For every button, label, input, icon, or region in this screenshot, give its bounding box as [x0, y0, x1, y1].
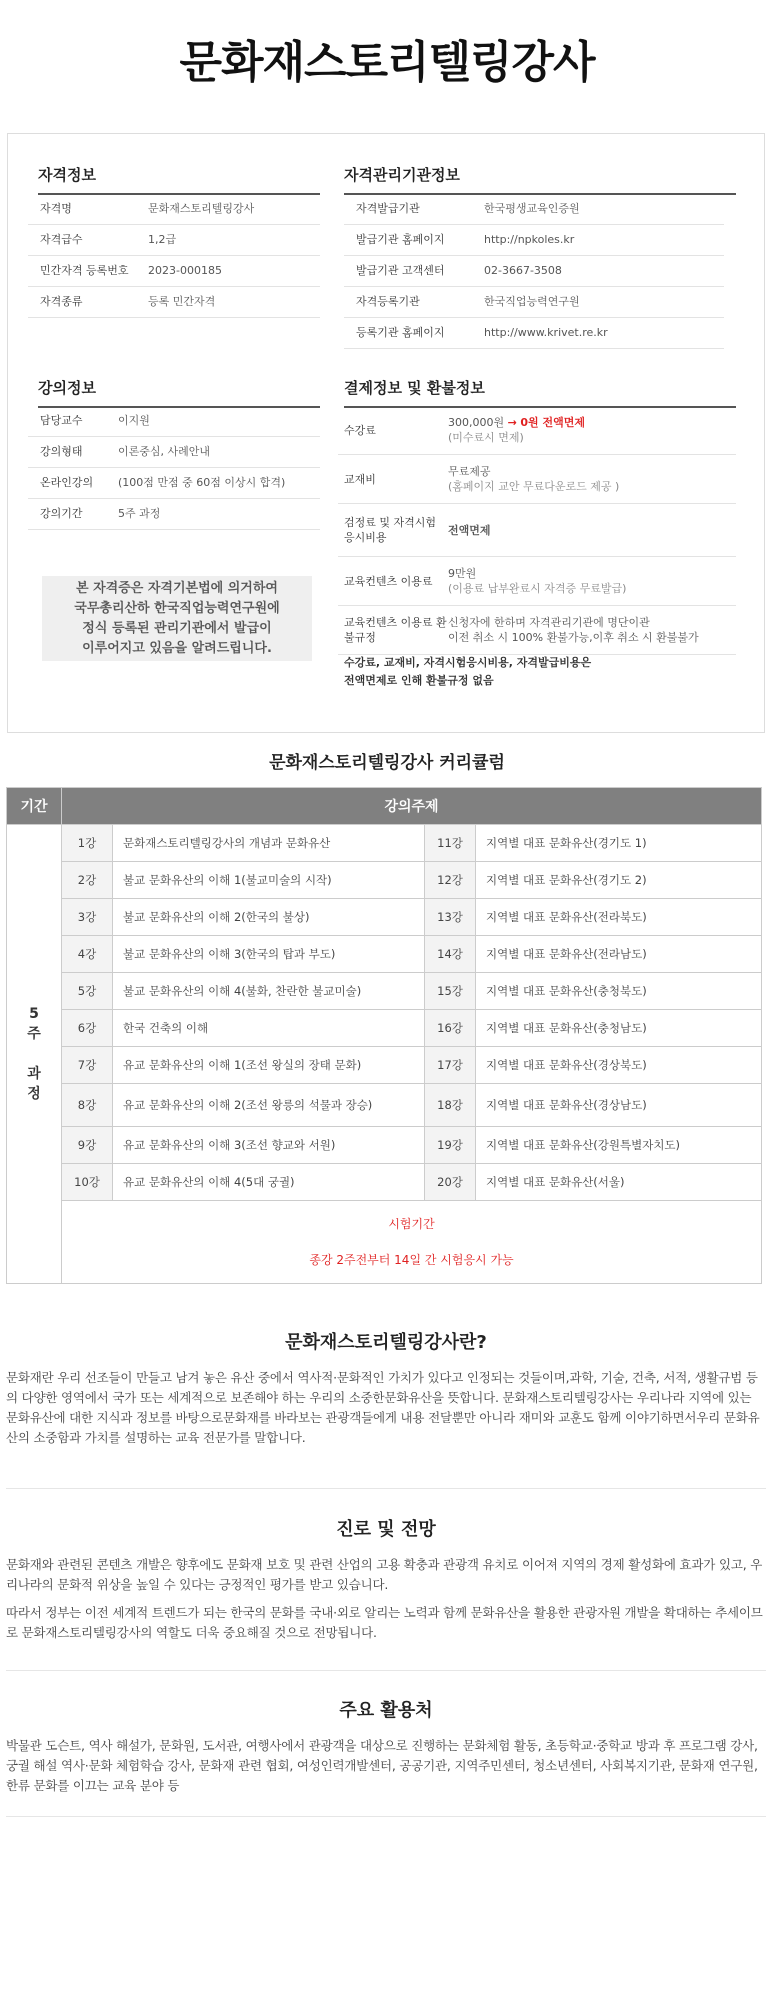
lecture-number: 3강 [62, 899, 113, 936]
lecture-info-row [28, 437, 320, 468]
exam-fee-label: 검정료 및 자격시험 응시비용 [344, 516, 437, 544]
lecture-number: 5강 [62, 973, 113, 1010]
career-body-1: 문화재와 관련된 콘텐츠 개발은 향후에도 문화재 보호 및 관련 산업의 고용 확충과 관광객 유치로 이어져 지역의 경제 활성화에 효과가 있고, 우리나라의 문화적 위상을 높일 수 있다는 긍정적인 평가를 받고 있습니다. [6, 1557, 763, 1592]
lecture-number: 10강 [62, 1164, 113, 1201]
content-fee-note: (이용료 납부완료시 자격증 무료발급) [448, 582, 627, 595]
table-row [7, 1084, 762, 1127]
career-title: 진로 및 전망 [336, 1519, 436, 1540]
lecture-topic: 지역별 대표 문화유산(경기도 2) [476, 862, 762, 899]
fee-note: (미수료시 면제) [448, 431, 524, 444]
exam-fee-value: 전액면제 [448, 523, 491, 537]
career-section [6, 1515, 766, 1651]
exam-fee-row [338, 504, 736, 557]
lecture-number: 8강 [62, 1084, 113, 1127]
table-row [7, 899, 762, 936]
homepage-link[interactable]: http://www.krivet.re.kr [484, 326, 608, 339]
refund-note-line-1: 수강료, 교재비, 자격시험응시비용, 자격발급비용은 [344, 656, 592, 669]
exam-row [7, 1201, 762, 1284]
row-key: 자격등록기관 [356, 295, 420, 308]
cert-info-row [28, 194, 320, 225]
material-row [338, 455, 736, 504]
content-fee-row [338, 557, 736, 606]
fee-label: 수강료 [344, 423, 376, 437]
lecture-topic: 지역별 대표 문화유산(경상북도) [476, 1047, 762, 1084]
row-value: 등록 민간자격 [148, 295, 216, 308]
curriculum-title: 문화재스토리텔링강사 커리큘럼 [269, 753, 505, 773]
row-value: 이론중심, 사례안내 [118, 445, 211, 458]
cert-info-title: 자격정보 [38, 164, 320, 195]
lecture-topic: 불교 문화유산의 이해 2(한국의 불상) [113, 899, 425, 936]
cert-info-table [28, 194, 320, 318]
row-key: 자격급수 [40, 233, 83, 246]
period-char: 주 [27, 1026, 41, 1042]
row-value: 2023-000185 [148, 264, 222, 277]
material-note: (홈페이지 교안 무료다운로드 제공 ) [448, 480, 620, 493]
material-text: 무료제공 [448, 465, 491, 478]
lecture-number: 12강 [425, 862, 476, 899]
usage-title: 주요 활용처 [339, 1700, 433, 1721]
table-row [7, 1164, 762, 1201]
divider [6, 1816, 766, 1817]
lecture-number: 18강 [425, 1084, 476, 1127]
lecture-topic: 유교 문화유산의 이해 2(조선 왕릉의 석물과 장승) [113, 1084, 425, 1127]
lecture-topic: 지역별 대표 문화유산(경기도 1) [476, 825, 762, 862]
agency-info-row [344, 225, 724, 256]
lecture-number: 14강 [425, 936, 476, 973]
row-key: 발급기관 홈페이지 [356, 233, 445, 246]
row-key: 발급기관 고객센터 [356, 264, 445, 277]
table-row [7, 936, 762, 973]
material-value [448, 464, 619, 494]
lecture-info-table [28, 406, 320, 530]
refund-line-1: 신청자에 한하며 자격관리기관에 명단이관 [448, 616, 650, 629]
lecture-number: 7강 [62, 1047, 113, 1084]
lecture-topic: 불교 문화유산의 이해 1(불교미술의 시작) [113, 862, 425, 899]
header-period: 기간 [7, 788, 62, 825]
row-key: 자격명 [40, 202, 72, 215]
arrow-icon: → [507, 416, 517, 429]
lecture-number: 13강 [425, 899, 476, 936]
row-key: 자격발급기관 [356, 202, 420, 215]
refund-label: 교육컨텐츠 이용료 환불규정 [344, 616, 447, 644]
about-section [6, 1328, 766, 1456]
cert-info-row [28, 256, 320, 287]
lecture-topic: 지역별 대표 문화유산(충청남도) [476, 1010, 762, 1047]
row-value: 이지원 [118, 414, 150, 427]
row-key: 강의형태 [40, 445, 83, 458]
refund-row [338, 606, 736, 655]
exam-desc: 종강 2주전부터 14일 간 시험응시 가능 [309, 1253, 514, 1267]
agency-info-row [344, 194, 724, 225]
row-key: 등록기관 홈페이지 [356, 326, 445, 339]
exam-cell [62, 1201, 762, 1284]
table-row [7, 1127, 762, 1164]
lecture-topic: 지역별 대표 문화유산(강원특별자치도) [476, 1127, 762, 1164]
notice-box [42, 576, 312, 661]
lecture-info-row [28, 406, 320, 437]
row-key: 민간자격 등록번호 [40, 264, 129, 277]
lecture-info-row [28, 499, 320, 530]
info-box [7, 133, 765, 733]
lecture-topic: 유교 문화유산의 이해 3(조선 향교와 서원) [113, 1127, 425, 1164]
lecture-info-title: 강의정보 [38, 377, 320, 408]
row-value: 02-3667-3508 [484, 264, 562, 277]
lecture-number: 16강 [425, 1010, 476, 1047]
refund-line-2: 이전 취소 시 100% 환불가능,이후 취소 시 환불불가 [448, 631, 699, 644]
lecture-topic: 지역별 대표 문화유산(충청북도) [476, 973, 762, 1010]
homepage-link[interactable]: http://npkoles.kr [484, 233, 575, 246]
about-title: 문화재스토리텔링강사란? [285, 1332, 487, 1353]
fee-row [338, 406, 736, 455]
content-fee-text: 9만원 [448, 567, 477, 580]
material-label: 교재비 [344, 472, 376, 486]
lecture-number: 11강 [425, 825, 476, 862]
fee-free: 0원 전액면제 [520, 416, 585, 429]
lecture-number: 19강 [425, 1127, 476, 1164]
table-row [7, 862, 762, 899]
usage-body: 박물관 도슨트, 역사 해설가, 문화원, 도서관, 여행사에서 관광객을 대상으로 진행하는 문화체험 활동, 초등학교·중학교 방과 후 프로그램 강사, 궁궐 해설 역사·문화 체험학습 강사, 문화재 관련 협회, 여성인력개발센터, 공공기관, 지역주민센터, 청소년센터, 사회복지기관, 문화재 연구원, 한류 문화를 이끄는 교육 분야 등 [6, 1738, 758, 1793]
notice-line-4: 이루어지고 있음을 알려드립니다. [82, 640, 272, 656]
notice-line-1: 본 자격증은 자격기본법에 의거하여 [76, 580, 278, 596]
about-body: 문화재란 우리 선조들이 만들고 남겨 놓은 유산 중에서 역사적·문화적인 가치가 있다고 인정되는 것들이며,과학, 기술, 건축, 서적, 생활규범 등의 다양한 영역에서 국가 또는 세계적으로 보존해야 하는 우리의 소중한문화유산을 뜻합니다. 문화재스토리텔링강사는 우리나라 지역에 있는 문화유산에 대한 지식과 정보를 바탕으로문화재를 바라보는 관광객들에게 내용 전달뿐만 아니라 재미와 교훈도 함께 이야기하면서우리 문화유산의 소중함과 가치를 설명하는 교육 전문가를 말합니다. [6, 1370, 760, 1445]
notice-line-3: 정식 등록된 관리기관에서 발급이 [82, 620, 272, 636]
payment-info-title: 결제정보 및 환불정보 [344, 377, 736, 408]
curriculum-header [7, 788, 762, 825]
exam-title: 시험기간 [388, 1217, 435, 1231]
lecture-info-row [28, 468, 320, 499]
divider [6, 1488, 766, 1489]
period-char: 과 [27, 1066, 41, 1082]
row-key: 온라인강의 [40, 476, 94, 489]
fee-value [448, 415, 585, 445]
cert-info-row [28, 287, 320, 318]
page-title: 문화재스토리텔링강사 [179, 37, 595, 88]
period-char: 정 [27, 1086, 41, 1102]
row-key: 담당교수 [40, 414, 83, 427]
notice-line-2: 국무총리산하 한국직업능력연구원에 [74, 600, 280, 616]
lecture-topic: 문화재스토리텔링강사의 개념과 문화유산 [113, 825, 425, 862]
row-value: 5주 과정 [118, 507, 161, 520]
content-fee-label: 교육컨텐츠 이용료 [344, 574, 433, 588]
cert-info-row [28, 225, 320, 256]
row-key: 자격종류 [40, 295, 83, 308]
lecture-number: 20강 [425, 1164, 476, 1201]
table-row [7, 825, 762, 862]
lecture-number: 15강 [425, 973, 476, 1010]
curriculum-table [6, 787, 762, 1284]
lecture-topic: 지역별 대표 문화유산(서울) [476, 1164, 762, 1201]
refund-value [448, 615, 699, 645]
divider [6, 1670, 766, 1671]
lecture-number: 6강 [62, 1010, 113, 1047]
lecture-number: 1강 [62, 825, 113, 862]
table-row [7, 1010, 762, 1047]
row-value: 1,2급 [148, 233, 177, 246]
lecture-topic: 불교 문화유산의 이해 4(불화, 찬란한 불교미술) [113, 973, 425, 1010]
lecture-topic: 불교 문화유산의 이해 3(한국의 탑과 부도) [113, 936, 425, 973]
table-row [7, 973, 762, 1010]
lecture-topic: 지역별 대표 문화유산(전라북도) [476, 899, 762, 936]
lecture-number: 17강 [425, 1047, 476, 1084]
agency-info-title: 자격관리기관정보 [344, 164, 736, 195]
header-topic: 강의주제 [62, 788, 762, 825]
refund-note-line-2: 전액면제로 인해 환불규정 없음 [344, 674, 494, 687]
period-cell [7, 825, 62, 1284]
agency-info-table [344, 194, 724, 349]
period-char: 5 [29, 1006, 39, 1022]
usage-section [6, 1696, 766, 1804]
lecture-topic: 유교 문화유산의 이해 4(5대 궁궐) [113, 1164, 425, 1201]
lecture-topic: 한국 건축의 이해 [113, 1010, 425, 1047]
agency-info-row [344, 318, 724, 349]
agency-info-row [344, 256, 724, 287]
lecture-topic: 지역별 대표 문화유산(경상남도) [476, 1084, 762, 1127]
agency-info-row [344, 287, 724, 318]
fee-price: 300,000원 [448, 416, 505, 429]
career-body-2: 따라서 정부는 이전 세계적 트렌드가 되는 한국의 문화를 국내·외로 알리는 노력과 함께 문화유산을 활용한 관광자원 개발을 확대하는 추세이므로 문화재스토리텔링강사의 역할도 더욱 중요해질 것으로 전망됩니다. [6, 1605, 763, 1640]
lecture-topic: 지역별 대표 문화유산(전라남도) [476, 936, 762, 973]
lecture-number: 4강 [62, 936, 113, 973]
lecture-number: 9강 [62, 1127, 113, 1164]
row-value: 한국평생교육인증원 [484, 202, 580, 215]
row-value: 한국직업능력연구원 [484, 295, 580, 308]
table-row [7, 1047, 762, 1084]
content-fee-value [448, 566, 626, 596]
row-value: 문화재스토리텔링강사 [148, 202, 255, 215]
row-value: (100점 만점 중 60점 이상시 합격) [118, 476, 286, 489]
lecture-number: 2강 [62, 862, 113, 899]
lecture-topic: 유교 문화유산의 이해 1(조선 왕실의 장태 문화) [113, 1047, 425, 1084]
row-key: 강의기간 [40, 507, 83, 520]
refund-note [344, 654, 744, 690]
payment-info-table [338, 406, 736, 655]
